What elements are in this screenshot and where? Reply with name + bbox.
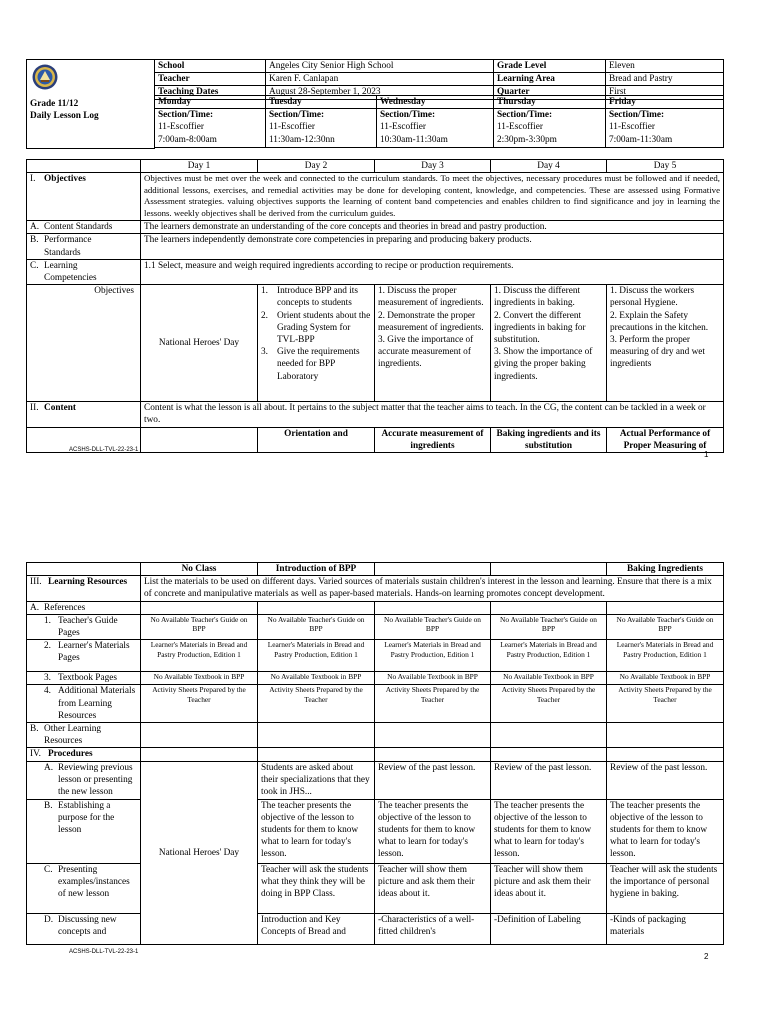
learning-competencies-text: 1.1 Select, measure and weigh required ingredients according to recipe or production requirements. [141, 259, 724, 284]
section-label-line2: Standards [44, 247, 81, 258]
day-thursday: Thursday [494, 96, 606, 109]
objective-number: 2. [261, 310, 268, 321]
performance-standards-text: The learners independently demonstrate core competencies in preparing and producing bakery products. [141, 234, 724, 259]
teacher-value: Karen F. Canlapan [266, 73, 494, 86]
section-value: 11-Escoffier [269, 122, 315, 133]
section-number: II. [30, 403, 39, 414]
objective-number: 3. [261, 347, 268, 358]
day-header-3: Day 3 [375, 160, 491, 173]
time-value: 7:00am-8:00am [158, 134, 217, 145]
section-number: IV. [30, 749, 41, 760]
olr-day3 [375, 723, 491, 748]
item-number: 3. [44, 673, 51, 684]
cont-header-day1: No Class [141, 563, 258, 576]
objective-number: 1. [261, 286, 268, 297]
item-label-line3: Resources [58, 710, 97, 721]
proc-a-day3: Review of the past lesson. [375, 761, 491, 799]
objectives-day2 [258, 285, 375, 402]
proc-b-label [27, 799, 141, 863]
learning-resources-text: List the materials to be used on different days. Varied sources of materials sustain children's interest in the lesson and learning. Ensure that there is a mix of concrete and manipulative materials as well as paper-based materials. Hands-on learning promotes concept development. [141, 576, 724, 601]
objectives-day5 [607, 285, 724, 402]
tb-day5: No Available Textbook in BPP [607, 672, 724, 685]
proc-c-day3: Teacher will show them picture and ask them their ideas about it. [375, 863, 491, 913]
objective-item: 2. Convert the different ingredients in baking for substitution. [494, 310, 586, 346]
am-day1: Activity Sheets Prepared by the Teacher [141, 685, 258, 723]
objectives-label [27, 173, 141, 221]
item-label: Additional Materials [58, 686, 136, 697]
section-time-label: Section/Time: [497, 110, 553, 121]
objectives-day1: National Heroes' Day [141, 285, 258, 402]
procedures-label [27, 748, 141, 761]
section-label: Other Learning [44, 724, 102, 735]
section-label: Procedures [48, 749, 93, 760]
tg-day4: No Available Teacher's Guide on BPP [491, 614, 607, 639]
am-day4: Activity Sheets Prepared by the Teacher [491, 685, 607, 723]
day-header-2: Day 2 [258, 160, 375, 173]
section-value: 11-Escoffier [158, 122, 204, 133]
proc-b-day4: The teacher presents the objective of the lesson to students for them to know what to learn for today's lesson. [491, 799, 607, 863]
corner-cell [27, 563, 141, 576]
tb-day3: No Available Textbook in BPP [375, 672, 491, 685]
item-label: Teacher's Guide [58, 615, 118, 626]
lm-day1: Learner's Materials in Bread and Pastry Production, Edition 1 [141, 640, 258, 672]
references-day4 [491, 601, 607, 614]
section-label: Content [44, 403, 77, 414]
tg-day2: No Available Teacher's Guide on BPP [258, 614, 375, 639]
procedures-day4 [491, 748, 607, 761]
item-number: 2. [44, 641, 51, 652]
section-value: 11-Escoffier [497, 122, 543, 133]
references-day3 [375, 601, 491, 614]
objective-text: Give the requirements needed for BPP Laboratory [277, 347, 360, 382]
objective-item: 3. Give the importance of accurate measurement of ingredients. [378, 335, 474, 370]
schedule-table [154, 95, 724, 148]
objective-item: 2. Demonstrate the proper measurement of ingredients. [378, 310, 484, 333]
time-value: 2:30pm-3:30pm [497, 134, 557, 145]
additional-materials-label [27, 685, 141, 723]
proc-a-day5: Review of the past lesson. [607, 761, 724, 799]
content-day3: Accurate measurement of ingredients [375, 427, 491, 452]
schedule-cell-wednesday [377, 109, 494, 148]
lm-day4: Learner's Materials in Bread and Pastry Production, Edition 1 [491, 640, 607, 672]
objective-item: 1. Discuss the workers personal Hygiene. [610, 286, 695, 309]
section-label: Performance [44, 235, 92, 246]
item-label-line2: from Learning [58, 698, 112, 709]
item-label-line2: Pages [58, 628, 80, 639]
item-number: D. [44, 914, 54, 925]
header-table [154, 59, 724, 100]
procedures-day1 [141, 748, 258, 761]
proc-d-day2: Introduction and Key Concepts of Bread and [258, 913, 375, 944]
day-tuesday: Tuesday [266, 96, 377, 109]
grade-label: Grade 11/12 [30, 99, 79, 109]
procedures-day3 [375, 748, 491, 761]
grade-level-label: Grade Level [494, 60, 606, 73]
item-number: A. [44, 762, 54, 773]
schedule-cell-monday [155, 109, 266, 148]
proc-d-day3: -Characteristics of a well-fitted children's [375, 913, 491, 944]
section-label-line2: Resources [44, 736, 83, 747]
tb-day4: No Available Textbook in BPP [491, 672, 607, 685]
corner-cell [27, 160, 141, 173]
procedures-day1-merged: National Heroes' Day [141, 761, 258, 944]
section-label-line2: Competencies [44, 273, 97, 284]
objective-text: Introduce BPP and its concepts to students [277, 286, 358, 309]
cont-header-day3 [375, 563, 491, 576]
dates-label: Teaching Dates [155, 86, 266, 99]
content-day4: Baking ingredients and its substitution [491, 427, 607, 452]
objectives-day4 [491, 285, 607, 402]
olr-day2 [258, 723, 375, 748]
procedures-day2 [258, 748, 375, 761]
tg-day3: No Available Teacher's Guide on BPP [375, 614, 491, 639]
objective-item: 2. Explain the Safety precautions in the kitchen. [610, 310, 709, 333]
section-number: I. [30, 174, 36, 185]
content-standards-label [27, 221, 141, 234]
am-day2: Activity Sheets Prepared by the Teacher [258, 685, 375, 723]
time-value: 7:00am-11:30am [609, 134, 673, 145]
lesson-table-page1 [26, 159, 724, 453]
day-wednesday: Wednesday [377, 96, 494, 109]
learning-area-value: Bread and Pastry [606, 73, 724, 86]
proc-a-label [27, 761, 141, 799]
learning-competencies-label [27, 259, 141, 284]
item-label: Reviewing previous lesson or presenting the new lesson [58, 762, 133, 798]
day-header-5: Day 5 [607, 160, 724, 173]
item-label: Learner's Materials [58, 641, 130, 652]
objectives-day3 [375, 285, 491, 402]
item-number: 1. [44, 615, 51, 626]
day-monday: Monday [155, 96, 266, 109]
tg-day1: No Available Teacher's Guide on BPP [141, 614, 258, 639]
textbook-pages-label [27, 672, 141, 685]
objective-item: 3. Show the importance of giving the proper baking ingredients. [494, 347, 593, 382]
content-day5: Actual Performance of Proper Measuring of [607, 427, 724, 452]
proc-a-day2: Students are asked about their specializations that they took in JHS... [258, 761, 375, 799]
objective-item [261, 310, 371, 347]
section-label: Content Standards [44, 222, 113, 233]
quarter-value: First [606, 86, 724, 99]
item-label: Presenting examples/instances of new lesson [58, 864, 130, 900]
proc-c-day2: Teacher will ask the students what they think they will be doing in BPP Class. [258, 863, 375, 913]
teachers-guide-label [27, 614, 141, 639]
references-day2 [258, 601, 375, 614]
time-value: 10:30am-11:30am [380, 134, 448, 145]
item-label-line2: Pages [58, 653, 80, 664]
olr-day1 [141, 723, 258, 748]
content-text: Content is what the lesson is all about. It pertains to the subject matter that the teacher aims to teach. In the CG, the content can be tackled in a week or two. [141, 402, 724, 427]
item-label: Textbook Pages [58, 673, 117, 684]
grade-level-value: Eleven [606, 60, 724, 73]
am-day5: Activity Sheets Prepared by the Teacher [607, 685, 724, 723]
section-number: III. [30, 577, 42, 588]
proc-c-label [27, 863, 141, 913]
day-header-1: Day 1 [141, 160, 258, 173]
footer-code: ACSHS-DLL-TVL-22-23-1 [69, 447, 139, 453]
item-number: B. [44, 800, 53, 811]
cont-header-day4 [491, 563, 607, 576]
learning-resources-label [27, 576, 141, 601]
school-label: School [155, 60, 266, 73]
cont-header-day5: Baking Ingredients [607, 563, 724, 576]
item-number: C. [44, 864, 53, 875]
content-label [27, 402, 141, 427]
proc-b-day3: The teacher presents the objective of the lesson to students for them to know what to learn for today's lesson. [375, 799, 491, 863]
header-frame [26, 59, 155, 149]
content-day2: Orientation and [258, 427, 375, 452]
tb-day2: No Available Textbook in BPP [258, 672, 375, 685]
day-friday: Friday [606, 96, 724, 109]
page-number: 1 [704, 450, 709, 459]
content-day1 [141, 427, 258, 452]
proc-b-day2: The teacher presents the objective of the lesson to students for them to know what to learn for today's lesson. [258, 799, 375, 863]
section-time-label: Section/Time: [609, 110, 665, 121]
section-number: B. [30, 724, 39, 735]
section-label: Learning [44, 260, 78, 271]
section-time-label: Section/Time: [269, 110, 325, 121]
proc-b-day5: The teacher presents the objective of the lesson to students for them to know what to learn for today's lesson. [607, 799, 724, 863]
schedule-cell-tuesday [266, 109, 377, 148]
item-label: Discussing new concepts and [58, 914, 117, 937]
proc-a-day4: Review of the past lesson. [491, 761, 607, 799]
lm-day5: Learner's Materials in Bread and Pastry Production, Edition 1 [607, 640, 724, 672]
lm-day2: Learner's Materials in Bread and Pastry Production, Edition 1 [258, 640, 375, 672]
page-number: 2 [704, 952, 709, 961]
lm-day3: Learner's Materials in Bread and Pastry Production, Edition 1 [375, 640, 491, 672]
tb-day1: No Available Textbook in BPP [141, 672, 258, 685]
section-label: References [44, 602, 86, 613]
am-day3: Activity Sheets Prepared by the Teacher [375, 685, 491, 723]
page-1 [0, 0, 768, 470]
school-value: Angeles City Senior High School [266, 60, 494, 73]
section-label: Learning Resources [48, 577, 128, 588]
cont-header-day2: Introduction of BPP [258, 563, 375, 576]
objective-item [261, 285, 371, 309]
log-title: Daily Lesson Log [30, 111, 99, 121]
day-header-4: Day 4 [491, 160, 607, 173]
schedule-cell-thursday [494, 109, 606, 148]
section-number: A. [30, 222, 40, 233]
item-label: Establishing a purpose for the lesson [58, 800, 115, 836]
references-day5 [607, 601, 724, 614]
dates-value: August 28-September 1, 2023 [266, 86, 494, 99]
section-number: C. [30, 260, 39, 271]
footer-code: ACSHS-DLL-TVL-22-23-1 [69, 949, 139, 955]
objectives-row-label: Objectives [27, 285, 141, 402]
quarter-label: Quarter [494, 86, 606, 99]
objective-text: Orient students about the Grading System for TVL-BPP [277, 310, 371, 346]
page-2 [0, 470, 768, 1024]
procedures-day5 [607, 748, 724, 761]
references-label [27, 601, 141, 614]
olr-day4 [491, 723, 607, 748]
learners-materials-label [27, 640, 141, 672]
objective-item: 1. Discuss the proper measurement of ingredients. [378, 286, 484, 309]
section-value: 11-Escoffier [609, 122, 655, 133]
proc-d-label [27, 913, 141, 944]
section-label: Objectives [44, 174, 86, 185]
schedule-cell-friday [606, 109, 724, 148]
other-resources-label [27, 723, 141, 748]
proc-d-day4: -Definition of Labeling [491, 913, 607, 944]
content-standards-text: The learners demonstrate an understanding of the core concepts and theories in bread and pastry production. [141, 221, 724, 234]
proc-d-day5: -Kinds of packaging materials [607, 913, 724, 944]
performance-standards-label [27, 234, 141, 259]
section-time-label: Section/Time: [380, 110, 436, 121]
objective-item [261, 346, 371, 383]
tg-day5: No Available Teacher's Guide on BPP [607, 614, 724, 639]
objectives-text: Objectives must be met over the week and connected to the curriculum standards. To meet the objectives, necessary procedures must be followed and if needed, additional lessons, exercises, and remedial activities may be done for developing content, knowledge, and competencies. These are assessed using Formative Assessment strategies. valuing objectives supports the learning of content band competencies and enables children to find significance and joy in learning the lessons. weekly objectives shall be derived from the curriculum guides. [141, 173, 724, 221]
references-day1 [141, 601, 258, 614]
objective-item: 3. Perform the proper measuring of dry and wet ingredients [610, 335, 706, 370]
teacher-label: Teacher [155, 73, 266, 86]
section-value: 11-Escoffier [380, 122, 426, 133]
proc-c-day4: Teacher will show them picture and ask them their ideas about it. [491, 863, 607, 913]
proc-c-day5: Teacher will ask the students the importance of personal hygiene in baking. [607, 863, 724, 913]
section-number: B. [30, 235, 39, 246]
lesson-table-page2 [26, 562, 724, 945]
section-number: A. [30, 602, 40, 613]
section-time-label: Section/Time: [158, 110, 214, 121]
time-value: 11:30am-12:30nn [269, 134, 335, 145]
item-number: 4. [44, 686, 51, 697]
objective-item: 1. Discuss the different ingredients in baking. [494, 286, 581, 309]
learning-area-label: Learning Area [494, 73, 606, 86]
olr-day5 [607, 723, 724, 748]
